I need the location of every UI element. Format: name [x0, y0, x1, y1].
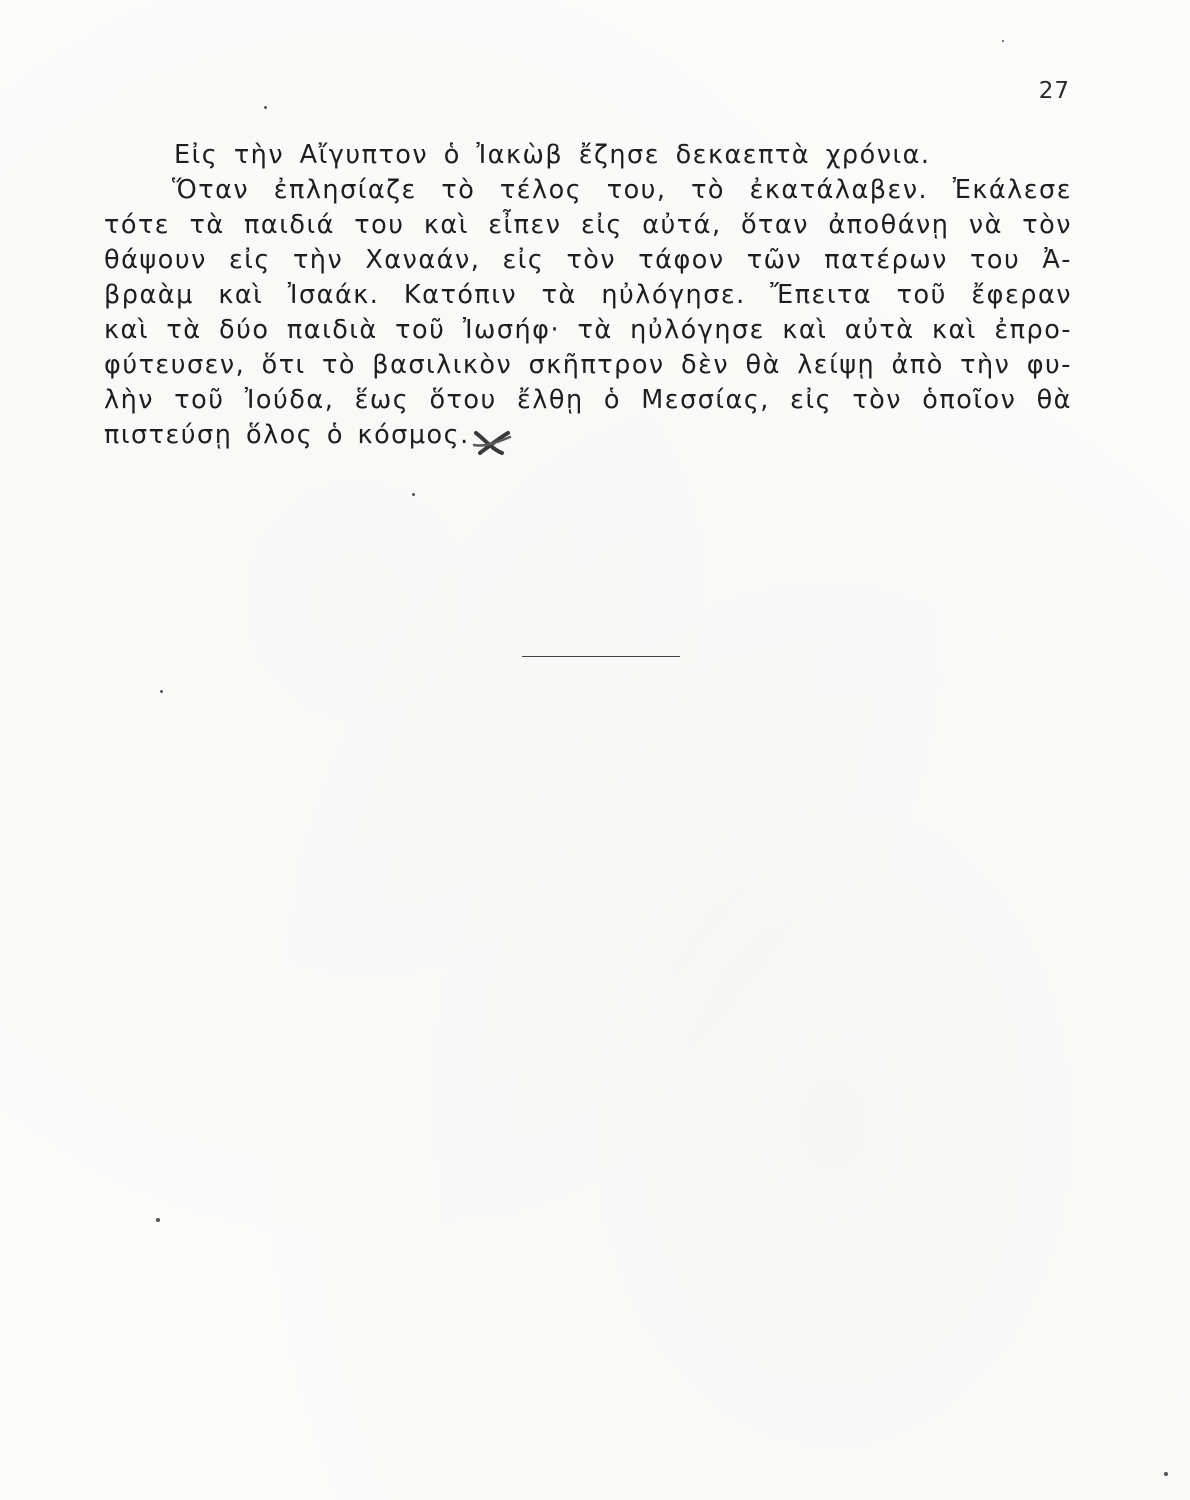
text-line: τότε τὰ παιδιά του καὶ εἶπεν εἰς αὐτά, ὅταν ἀποθάνῃ νὰ τὸν — [104, 210, 1072, 240]
section-divider — [522, 656, 680, 657]
text-line: λὴν τοῦ Ἰούδα, ἕως ὅτου ἔλθῃ ὁ Μεσσίας, εἰς τὸν ὁποῖον θὰ — [104, 385, 1072, 415]
text-line: πιστεύσῃ ὅλος ὁ κόσμος. — [104, 420, 470, 450]
text-line: καὶ τὰ δύο παιδιὰ τοῦ Ἰωσήφ· τὰ ηὐλόγησε καὶ αὐτὰ καὶ ἐπρο- — [104, 315, 1072, 345]
scan-speck — [160, 690, 163, 693]
text-line: Εἰς τὴν Αἴγυπτον ὁ Ἰακὼβ ἔζησε δεκαεπτὰ χρόνια. — [174, 140, 931, 170]
scan-speck — [1002, 40, 1004, 42]
text-line: θάψουν εἰς τὴν Χαναάν, εἰς τὸν τάφον τῶν πατέρων του Ἀ- — [104, 245, 1072, 275]
handwritten-x-mark-icon — [472, 427, 512, 457]
scan-speck — [156, 1218, 160, 1222]
text-line-last — [104, 418, 1072, 453]
page-number: 27 — [1038, 78, 1070, 104]
text-line: φύτευσεν, ὅτι τὸ βασιλικὸν σκῆπτρον δὲν θὰ λείψῃ ἀπὸ τὴν φυ- — [104, 350, 1072, 380]
text-line: βραὰμ καὶ Ἰσαάκ. Κατόπιν τὰ ηὐλόγησε. Ἔπειτα τοῦ ἔφεραν — [104, 280, 1072, 310]
scan-speck — [264, 106, 267, 109]
scan-speck — [412, 493, 415, 496]
scan-speck — [1164, 1472, 1168, 1476]
text-line: Ὅταν ἐπλησίαζε τὸ τέλος του, τὸ ἐκατάλαβεν. Ἐκάλεσε — [172, 175, 1072, 205]
body-text — [104, 138, 1072, 453]
